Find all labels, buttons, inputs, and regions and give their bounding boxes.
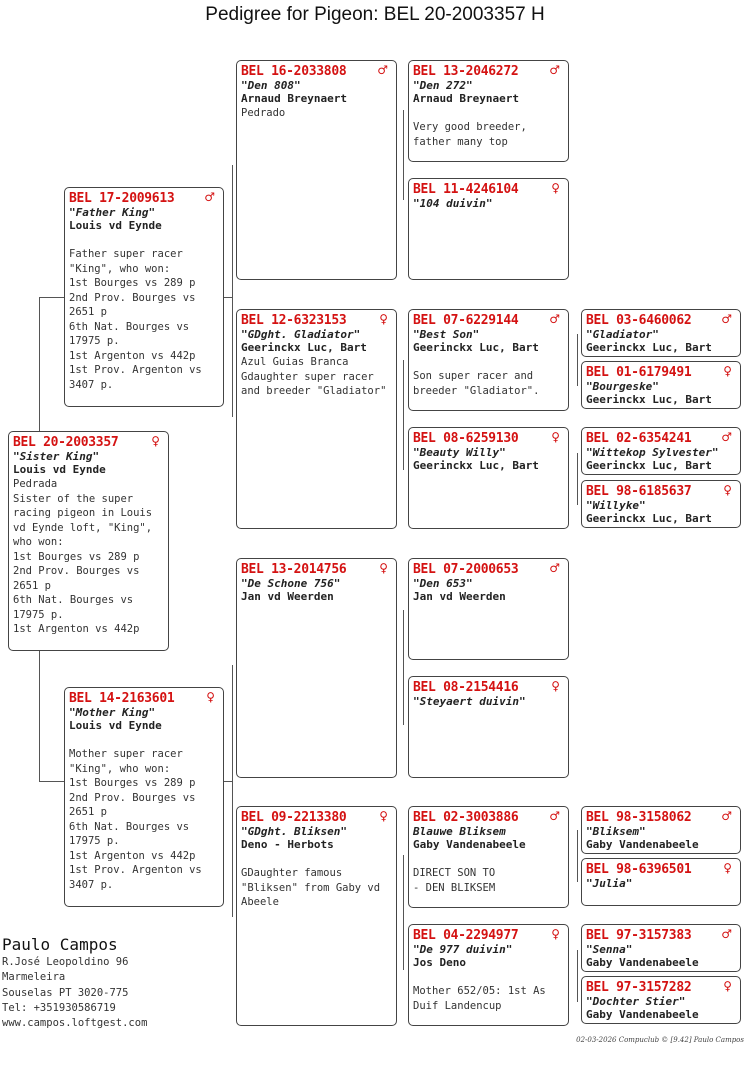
connector-line bbox=[577, 453, 578, 505]
breeder-name: Gaby Vandenabeele bbox=[586, 838, 699, 851]
pigeon-card-mf[interactable] bbox=[236, 558, 397, 778]
pigeon-name: "Bourgeske" bbox=[586, 380, 659, 393]
pigeon-name: "Julia" bbox=[586, 877, 633, 890]
pigeon-name: "Willyke" bbox=[586, 499, 646, 512]
breeder-name: Geerinckx Luc, Bart bbox=[586, 341, 712, 354]
breeder-name: Geerinckx Luc, Bart bbox=[241, 341, 367, 354]
ring-number: BEL 08-6259130 bbox=[413, 431, 519, 446]
owner-address-line: R.José Leopoldino 96 bbox=[2, 956, 129, 968]
ring-number: BEL 02-6354241 bbox=[586, 431, 692, 446]
owner-phone: Tel: +351930586719 bbox=[2, 1001, 116, 1014]
pigeon-card-ffm[interactable] bbox=[408, 178, 569, 280]
pigeon-name: "Steyaert duivin" bbox=[413, 695, 526, 708]
pigeon-name: "Wittekop Sylvester" bbox=[586, 446, 719, 459]
pigeon-card-fm[interactable] bbox=[236, 309, 397, 529]
pigeon-info: Mother 652/05: 1st As Duif Landencup bbox=[413, 985, 546, 1012]
pigeon-name: Blauwe Bliksem bbox=[413, 825, 506, 838]
pigeon-info: Azul Guias Branca Gdaughter super racer and breeder "Gladiator" bbox=[241, 356, 387, 397]
female-icon: ♀ bbox=[551, 181, 560, 195]
male-icon: ♂ bbox=[377, 63, 388, 77]
connector-line bbox=[577, 830, 578, 882]
ring-number: BEL 97-3157383 bbox=[586, 928, 692, 943]
male-icon: ♂ bbox=[549, 312, 560, 326]
breeder-name: Jan vd Weerden bbox=[413, 590, 506, 603]
pigeon-card-subject[interactable] bbox=[8, 431, 169, 651]
female-icon: ♀ bbox=[379, 312, 388, 326]
connector-line bbox=[403, 610, 404, 725]
owner-website[interactable]: www.campos.loftgest.com bbox=[2, 1017, 148, 1030]
connector-line bbox=[39, 781, 66, 782]
pigeon-info: Very good breeder, father many top bbox=[413, 121, 527, 148]
female-icon: ♀ bbox=[551, 927, 560, 941]
pigeon-card-ff[interactable] bbox=[236, 60, 397, 280]
connector-line bbox=[39, 297, 66, 298]
connector-line bbox=[224, 297, 232, 298]
ring-number: BEL 13-2014756 bbox=[241, 562, 347, 577]
ring-number: BEL 20-2003357 bbox=[13, 435, 119, 450]
pigeon-name: "Den 653" bbox=[413, 577, 473, 590]
ring-number: BEL 14-2163601 bbox=[69, 691, 175, 706]
pigeon-card-mmmm[interactable] bbox=[581, 976, 741, 1024]
female-icon: ♀ bbox=[379, 561, 388, 575]
connector-line bbox=[403, 855, 404, 970]
female-icon: ♀ bbox=[723, 861, 732, 875]
ring-number: BEL 12-6323153 bbox=[241, 313, 347, 328]
pigeon-card-fff[interactable] bbox=[408, 60, 569, 162]
ring-number: BEL 03-6460062 bbox=[586, 313, 692, 328]
connector-line bbox=[232, 165, 233, 417]
breeder-name: Geerinckx Luc, Bart bbox=[413, 341, 539, 354]
breeder-name: Louis vd Eynde bbox=[69, 219, 162, 232]
pigeon-name: "Sister King" bbox=[13, 450, 100, 463]
connector-line bbox=[39, 651, 40, 781]
male-icon: ♂ bbox=[549, 809, 560, 823]
ring-number: BEL 17-2009613 bbox=[69, 191, 175, 206]
owner-address-line: Marmeleira bbox=[2, 971, 66, 984]
pigeon-name: "Bliksem" bbox=[586, 825, 646, 838]
breeder-name: Geerinckx Luc, Bart bbox=[586, 512, 712, 525]
female-icon: ♀ bbox=[206, 690, 215, 704]
pigeon-card-mmff[interactable] bbox=[581, 806, 741, 854]
pigeon-name: "Den 272" bbox=[413, 79, 473, 92]
connector-line bbox=[39, 297, 40, 431]
breeder-name: Gaby Vandenabeele bbox=[586, 1008, 699, 1021]
pigeon-name: "Mother King" bbox=[69, 706, 156, 719]
pigeon-info: GDaughter famous "Bliksen" from Gaby vd Abeele bbox=[241, 867, 381, 908]
connector-line bbox=[577, 950, 578, 1002]
breeder-name: Jos Deno bbox=[413, 956, 466, 969]
page-title: Pedigree for Pigeon: BEL 20-2003357 H bbox=[205, 4, 545, 25]
pigeon-card-mfm[interactable] bbox=[408, 676, 569, 778]
pigeon-card-father[interactable] bbox=[64, 187, 224, 407]
pigeon-name: "GDght. Gladiator" bbox=[241, 328, 361, 341]
ring-number: BEL 97-3157282 bbox=[586, 980, 692, 995]
pigeon-name: "104 duivin" bbox=[413, 197, 493, 210]
male-icon: ♂ bbox=[204, 190, 215, 204]
pigeon-card-fmf[interactable] bbox=[408, 309, 569, 411]
male-icon: ♂ bbox=[549, 63, 560, 77]
pigeon-name: "Dochter Stier" bbox=[586, 995, 686, 1008]
ring-number: BEL 98-3158062 bbox=[586, 810, 692, 825]
ring-number: BEL 07-6229144 bbox=[413, 313, 519, 328]
pigeon-name: "De Schone 756" bbox=[241, 577, 341, 590]
pigeon-name: "Beauty Willy" bbox=[413, 446, 506, 459]
pigeon-name: "De 977 duivin" bbox=[413, 943, 513, 956]
pigeon-name: "Senna" bbox=[586, 943, 633, 956]
owner-address-line: Souselas PT 3020-775 bbox=[2, 986, 129, 999]
pigeon-card-fmm[interactable] bbox=[408, 427, 569, 529]
pigeon-card-mmf[interactable] bbox=[408, 806, 569, 908]
breeder-name: Gaby Vandenabeele bbox=[586, 956, 699, 969]
ring-number: BEL 04-2294977 bbox=[413, 928, 519, 943]
pigeon-card-fmmm[interactable] bbox=[581, 480, 741, 528]
owner-name: Paulo Campos bbox=[2, 935, 118, 954]
ring-number: BEL 01-6179491 bbox=[586, 365, 692, 380]
pigeon-info: Pedrada Sister of the super racing pigeon in Louis vd Eynde loft, "King", who won: 1st Bourges vs 289 p 2nd Prov. Bourges vs 2651 p 6th Nat. Bourges vs 17975 p. 1st Argenton vs 442p bbox=[13, 478, 153, 635]
ring-number: BEL 02-3003886 bbox=[413, 810, 519, 825]
ring-number: BEL 98-6396501 bbox=[586, 862, 692, 877]
pigeon-card-mm[interactable] bbox=[236, 806, 397, 1026]
breeder-name: Geerinckx Luc, Bart bbox=[413, 459, 539, 472]
breeder-name: Louis vd Eynde bbox=[13, 463, 106, 476]
connector-line bbox=[403, 360, 404, 470]
pigeon-info: Son super racer and breeder "Gladiator". bbox=[413, 370, 540, 397]
ring-number: BEL 07-2000653 bbox=[413, 562, 519, 577]
female-icon: ♀ bbox=[723, 483, 732, 497]
pigeon-card-mmmf[interactable] bbox=[581, 924, 741, 972]
breeder-name: Geerinckx Luc, Bart bbox=[586, 459, 712, 472]
female-icon: ♀ bbox=[723, 364, 732, 378]
pigeon-name: "Father King" bbox=[69, 206, 156, 219]
female-icon: ♀ bbox=[379, 809, 388, 823]
ring-number: BEL 16-2033808 bbox=[241, 64, 347, 79]
connector-line bbox=[232, 665, 233, 917]
pigeon-info: Father super racer "King", who won: 1st Bourges vs 289 p 2nd Prov. Bourges vs 2651 p 6th Nat. Bourges vs 17975 p. 1st Argenton vs 442p 1st Prov. Argenton vs 3407 p. bbox=[69, 248, 202, 391]
pigeon-name: "Best Son" bbox=[413, 328, 480, 341]
pigeon-info: Pedrado bbox=[241, 107, 286, 119]
pigeon-info: Mother super racer "King", who won: 1st Bourges vs 289 p 2nd Prov. Bourges vs 2651 p 6th Nat. Bourges vs 17975 p. 1st Argenton vs 442p 1st Prov. Argenton vs 3407 p. bbox=[69, 748, 202, 891]
pigeon-info: DIRECT SON TO - DEN BLIKSEM bbox=[413, 867, 496, 894]
ring-number: BEL 11-4246104 bbox=[413, 182, 519, 197]
ring-number: BEL 13-2046272 bbox=[413, 64, 519, 79]
breeder-name: Louis vd Eynde bbox=[69, 719, 162, 732]
female-icon: ♀ bbox=[723, 979, 732, 993]
ring-number: BEL 09-2213380 bbox=[241, 810, 347, 825]
male-icon: ♂ bbox=[721, 312, 732, 326]
pigeon-card-fmff[interactable] bbox=[581, 309, 741, 357]
pigeon-card-mff[interactable] bbox=[408, 558, 569, 660]
breeder-name: Arnaud Breynaert bbox=[241, 92, 347, 105]
pigeon-name: "Gladiator" bbox=[586, 328, 659, 341]
pigeon-card-fmfm[interactable] bbox=[581, 361, 741, 409]
male-icon: ♂ bbox=[549, 561, 560, 575]
pigeon-name: "Den 808" bbox=[241, 79, 301, 92]
breeder-name: Deno - Herbots bbox=[241, 838, 334, 851]
pigeon-card-mother[interactable] bbox=[64, 687, 224, 907]
breeder-name: Arnaud Breynaert bbox=[413, 92, 519, 105]
breeder-name: Geerinckx Luc, Bart bbox=[586, 393, 712, 406]
male-icon: ♂ bbox=[721, 927, 732, 941]
pigeon-card-mmm[interactable] bbox=[408, 924, 569, 1026]
owner-info bbox=[2, 935, 147, 1031]
breeder-name: Jan vd Weerden bbox=[241, 590, 334, 603]
connector-line bbox=[403, 110, 404, 200]
connector-line bbox=[577, 334, 578, 386]
ring-number: BEL 08-2154416 bbox=[413, 680, 519, 695]
breeder-name: Gaby Vandenabeele bbox=[413, 838, 526, 851]
female-icon: ♀ bbox=[151, 434, 160, 448]
footer-note: 02-03-2026 Compuclub © [9.42] Paulo Campos bbox=[576, 1036, 744, 1044]
pigeon-name: "GDght. Bliksen" bbox=[241, 825, 347, 838]
female-icon: ♀ bbox=[551, 679, 560, 693]
pigeon-card-fmmf[interactable] bbox=[581, 427, 741, 475]
ring-number: BEL 98-6185637 bbox=[586, 484, 692, 499]
connector-line bbox=[224, 781, 232, 782]
male-icon: ♂ bbox=[721, 809, 732, 823]
female-icon: ♀ bbox=[551, 430, 560, 444]
pigeon-card-mmfm[interactable] bbox=[581, 858, 741, 906]
male-icon: ♂ bbox=[721, 430, 732, 444]
